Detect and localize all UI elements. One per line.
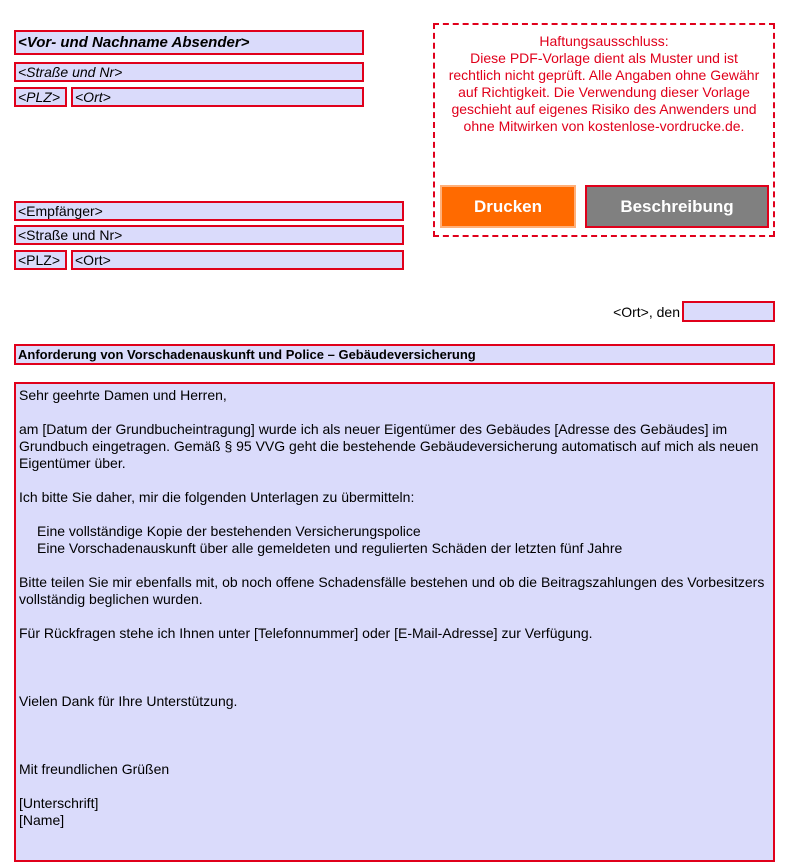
letter-list-item: Eine Vorschadenauskunft über alle gemeldeten und regulierten Schäden der letzten fünf Jahre: [37, 540, 623, 556]
letter-body-field[interactable]: [14, 382, 775, 862]
letter-name: [Name]: [19, 812, 65, 828]
letter-salutation: Sehr geehrte Damen und Herren,: [19, 387, 227, 403]
letter-signature: [Unterschrift]: [19, 795, 99, 811]
description-button[interactable]: Beschreibung: [585, 185, 769, 228]
letter-paragraph: am [Datum der Grundbucheintragung] wurde ich als neuer Eigentümer des Gebäudes [Adresse des Gebäudes] im Grundbuch eingetragen. Gemäß § 95 VVG geht die bestehende Gebäudeversicherung automatisch auf mich als neuen Eigentümer über.: [19, 421, 759, 471]
letter-paragraph: Bitte teilen Sie mir ebenfalls mit, ob noch offene Schadensfälle bestehen und ob die Beitragszahlungen des Vorbesitzers vollständig beglichen wurden.: [19, 574, 765, 607]
date-field[interactable]: [682, 301, 775, 322]
sender-plz-field[interactable]: <PLZ>: [14, 87, 67, 107]
sender-name-field[interactable]: <Vor- und Nachname Absender>: [14, 30, 364, 55]
sender-street-field[interactable]: <Straße und Nr>: [14, 62, 364, 82]
print-button[interactable]: Drucken: [440, 185, 576, 228]
letter-paragraph: Ich bitte Sie daher, mir die folgenden Unterlagen zu übermitteln:: [19, 489, 415, 505]
letter-list-item: Eine vollständige Kopie der bestehenden Versicherungspolice: [37, 523, 421, 539]
letter-paragraph: Für Rückfragen stehe ich Ihnen unter [Telefonnummer] oder [E-Mail-Adresse] zur Verfügung.: [19, 625, 593, 641]
disclaimer-title: Haftungsausschluss:: [539, 33, 669, 49]
recipient-plz-field[interactable]: <PLZ>: [14, 250, 67, 270]
disclaimer-text: Diese PDF-Vorlage dient als Muster und ist rechtlich nicht geprüft. Alle Angaben ohne Gewähr auf Richtigkeit. Die Verwendung dieser Vorlage geschieht auf eigenes Risiko des Anwenders und ohne Mitwirken von kostenlose-vordrucke.de.: [448, 50, 760, 134]
date-label: <Ort>, den: [613, 304, 680, 320]
recipient-street-field[interactable]: <Straße und Nr>: [14, 225, 404, 245]
recipient-city-field[interactable]: <Ort>: [71, 250, 404, 270]
letter-closing: Mit freundlichen Grüßen: [19, 761, 170, 777]
sender-city-field[interactable]: <Ort>: [71, 87, 364, 107]
letter-thanks: Vielen Dank für Ihre Unterstützung.: [19, 693, 238, 709]
recipient-name-field[interactable]: <Empfänger>: [14, 201, 404, 221]
subject-field[interactable]: Anforderung von Vorschadenauskunft und Police – Gebäudeversicherung: [14, 344, 775, 365]
